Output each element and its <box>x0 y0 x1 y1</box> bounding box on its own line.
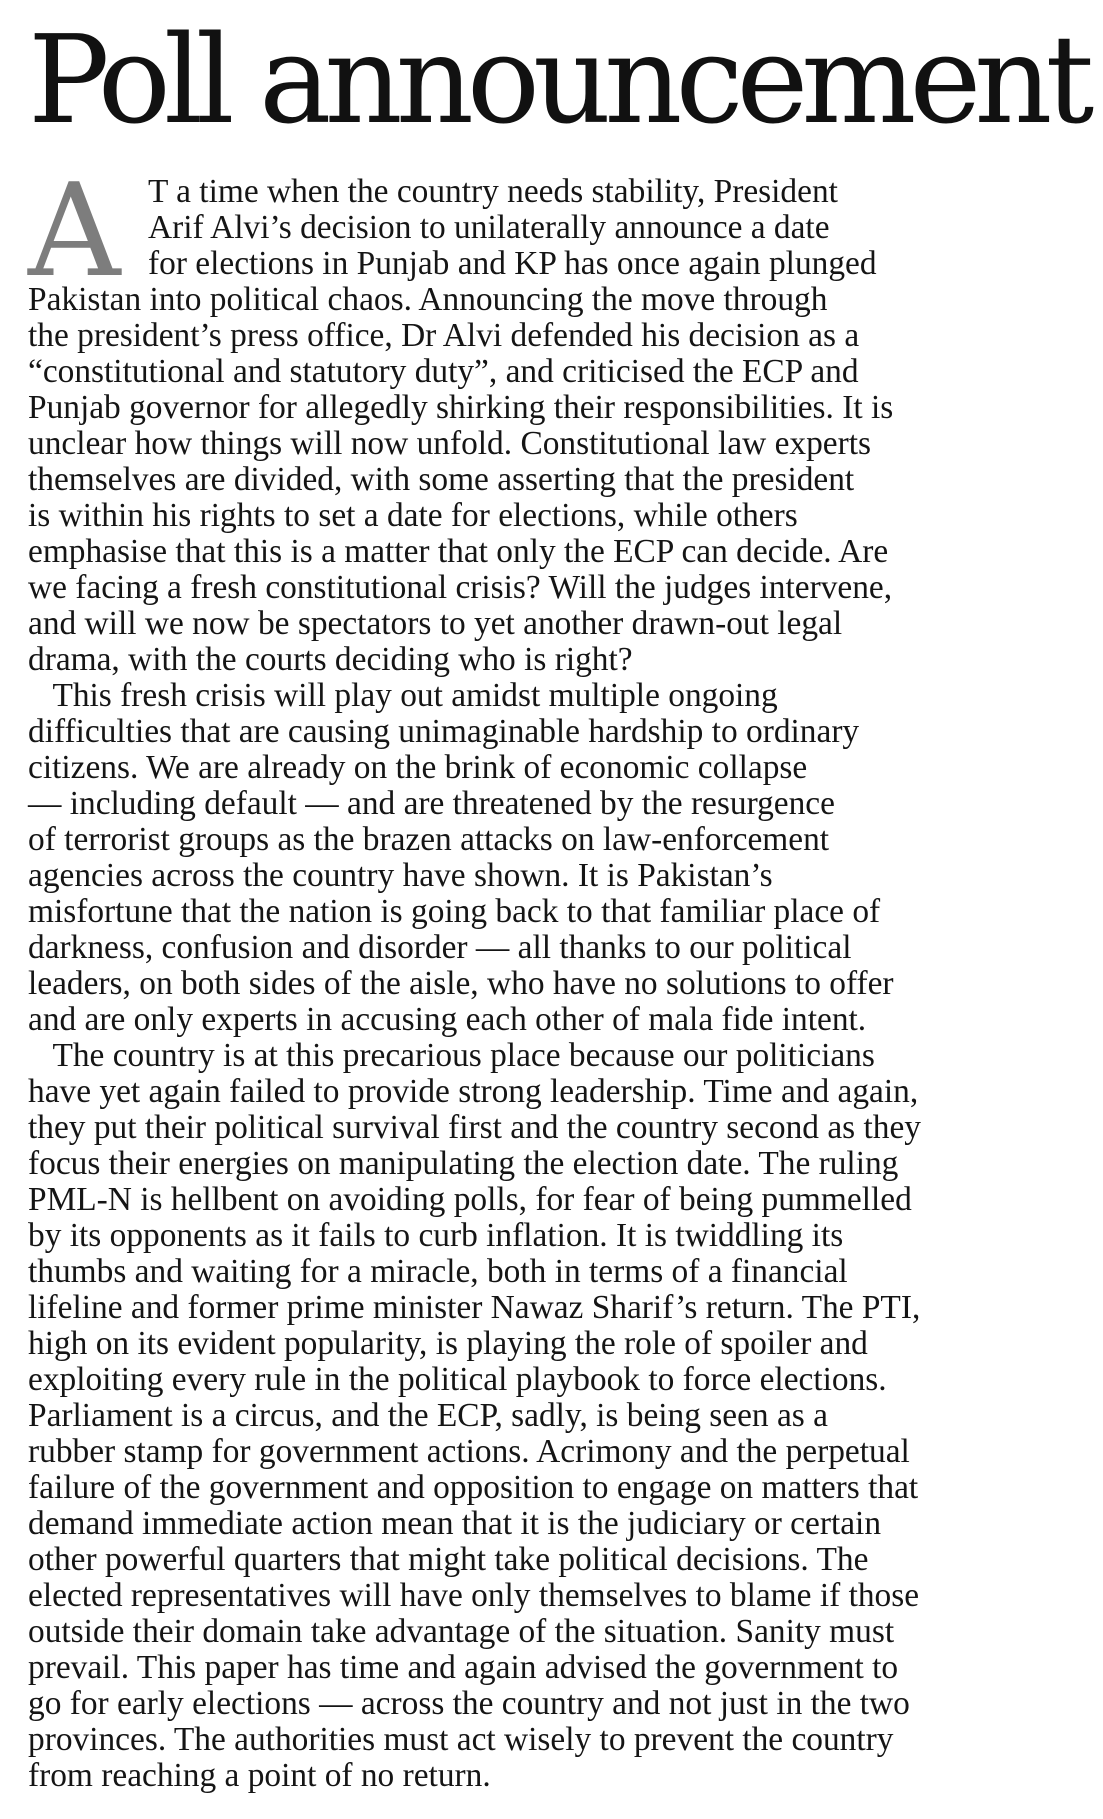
article-line: unclear how things will now unfold. Constitutional law experts <box>28 425 871 462</box>
article-line: is within his rights to set a date for elections, while others <box>28 497 798 534</box>
article-line: misfortune that the nation is going back to that familiar place of <box>28 893 881 930</box>
article-line: Punjab governor for allegedly shirking their responsibilities. It is <box>28 389 894 426</box>
article-headline: Poll announcement <box>28 9 1088 151</box>
article-lines <box>28 157 1088 1794</box>
article-line: elected representatives will have only themselves to blame if those <box>28 1577 920 1614</box>
article-line: T a time when the country needs stability, President <box>148 173 838 210</box>
article-line: The country is at this precarious place because our politicians <box>28 1037 875 1074</box>
article-line: high on its evident popularity, is playing the role of spoiler and <box>28 1325 868 1362</box>
article-line: Pakistan into political chaos. Announcing the move through <box>28 281 828 318</box>
article-line: focus their energies on manipulating the election date. The ruling <box>28 1145 899 1182</box>
article-line: citizens. We are already on the brink of economic collapse <box>28 749 808 786</box>
article-line: This fresh crisis will play out amidst multiple ongoing <box>28 677 778 714</box>
article-body <box>28 157 1088 1794</box>
article-line: exploiting every rule in the political playbook to force elections. <box>28 1361 887 1398</box>
article-line: agencies across the country have shown. It is Pakistan’s <box>28 857 773 894</box>
article-line: Parliament is a circus, and the ECP, sadly, is being seen as a <box>28 1397 828 1434</box>
article-line: outside their domain take advantage of the situation. Sanity must <box>28 1613 895 1650</box>
article-line: leaders, on both sides of the aisle, who have no solutions to offer <box>28 965 894 1002</box>
article-line: go for early elections — across the country and not just in the two <box>28 1685 910 1722</box>
article-line: PML-N is hellbent on avoiding polls, for fear of being pummelled <box>28 1181 912 1218</box>
article-line: rubber stamp for government actions. Acrimony and the perpetual <box>28 1433 910 1470</box>
article-line: drama, with the courts deciding who is right? <box>28 641 633 678</box>
article-line: we facing a fresh constitutional crisis? Will the judges intervene, <box>28 569 893 606</box>
article-line: prevail. This paper has time and again advised the government to <box>28 1649 899 1686</box>
article-line: from reaching a point of no return. <box>28 1757 491 1794</box>
article-line: thumbs and waiting for a miracle, both in terms of a financial <box>28 1253 848 1290</box>
article-line: and will we now be spectators to yet another drawn-out legal <box>28 605 843 642</box>
article-line: emphasise that this is a matter that only the ECP can decide. Are <box>28 533 889 570</box>
article-line: Arif Alvi’s decision to unilaterally announce a date <box>148 209 830 246</box>
drop-cap: A <box>28 157 121 306</box>
article-line: and are only experts in accusing each other of mala fide intent. <box>28 1001 867 1038</box>
article-line: other powerful quarters that might take political decisions. The <box>28 1541 869 1578</box>
article-line: they put their political survival first and the country second as they <box>28 1109 921 1146</box>
article-line: darkness, confusion and disorder — all thanks to our political <box>28 929 852 966</box>
article-line: have yet again failed to provide strong leadership. Time and again, <box>28 1073 919 1110</box>
article-line: demand immediate action mean that it is the judiciary or certain <box>28 1505 882 1542</box>
article-line: — including default — and are threatened by the resurgence <box>28 785 835 822</box>
article-line: provinces. The authorities must act wisely to prevent the country <box>28 1721 894 1758</box>
article-line: for elections in Punjab and KP has once again plunged <box>148 245 877 282</box>
article-line: of terrorist groups as the brazen attacks on law-enforcement <box>28 821 830 858</box>
article-line: “constitutional and statutory duty”, and criticised the ECP and <box>28 353 859 390</box>
article-line: by its opponents as it fails to curb inflation. It is twiddling its <box>28 1217 844 1254</box>
article-line: the president’s press office, Dr Alvi defended his decision as a <box>28 317 860 354</box>
article-line: themselves are divided, with some asserting that the president <box>28 461 855 498</box>
article-line: difficulties that are causing unimaginable hardship to ordinary <box>28 713 860 750</box>
article-line: failure of the government and opposition to engage on matters that <box>28 1469 919 1506</box>
article-line: lifeline and former prime minister Nawaz Sharif’s return. The PTI, <box>28 1289 921 1326</box>
